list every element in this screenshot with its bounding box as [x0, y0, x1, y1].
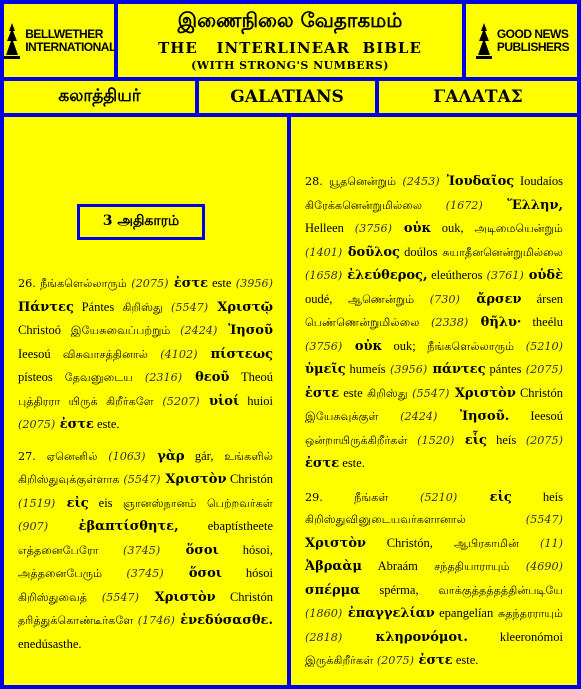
verse-token: Ἰουδαῖος: [439, 174, 515, 189]
verse-token: (5547): [412, 386, 450, 400]
verse-token: (2818): [305, 630, 343, 644]
verse-token: γὰρ: [145, 448, 185, 464]
verse-token: εἰς: [55, 495, 89, 511]
verse-token: பெற்றவர்கள்: [206, 496, 274, 510]
verse-token: ouk,: [431, 221, 464, 235]
verse-token: Pántes: [73, 299, 115, 314]
verse-token: oudé,: [305, 291, 333, 306]
verse-token: Ἰησοῦ: [217, 323, 273, 338]
verse-token: (1063): [108, 449, 146, 463]
verse-token: (5547): [170, 300, 209, 314]
verse-token: சுதந்தரராயும்: [493, 607, 563, 620]
verse-token: θεοῦ: [182, 370, 230, 385]
left-verses: [4, 272, 287, 656]
verse-token: ouk;: [382, 338, 416, 353]
verse-token: (1658): [305, 269, 343, 282]
verse-token: (2075): [131, 277, 169, 290]
verse-token: சந்ததியாராயும்: [417, 560, 526, 573]
verse-token: (1746): [137, 614, 175, 627]
verse-token: eleútheros: [427, 268, 483, 282]
left-text-column: [4, 117, 287, 685]
verse-token: கிறிஸ்து: [114, 300, 171, 314]
verse-token: Helleen: [305, 221, 344, 235]
verse-token: písteos: [18, 370, 53, 384]
verse-token: Ieesoú: [509, 409, 564, 423]
verse-token: este.: [93, 417, 120, 431]
verse-token: இயேசுவைப்பற்றும்: [61, 324, 181, 337]
verse-token: அத்தனைபேரும்: [18, 567, 127, 580]
verse-token: enedúsasthe.: [18, 636, 82, 651]
title-english: THE INTERLINEAR BIBLE: [158, 39, 422, 57]
verse-token: ὅσοι: [160, 542, 219, 558]
verse-token: ársen: [521, 291, 563, 306]
verse-token: வாக்குத்தத்தத்தின்படியே: [418, 583, 563, 597]
verse-token: ἐστε: [305, 385, 340, 401]
verse-token: தேவனுடைய: [52, 371, 145, 384]
verse-token: (907): [18, 520, 49, 533]
verse-token: ὑμεῖς: [305, 362, 346, 377]
verse-token: கிறிஸ்துவுக்குள்ளாக: [18, 473, 124, 486]
verse-token: Ieesoú: [18, 346, 51, 361]
verse-token: Abraám: [361, 559, 418, 573]
verse-token: gár,: [184, 448, 214, 463]
verse-26: [18, 272, 273, 437]
verse-token: θῆλυ·: [468, 315, 522, 330]
verse-token: hósoi,: [218, 542, 273, 557]
verse-token: (2424): [180, 324, 218, 337]
verse-token: Χριστὸν: [305, 535, 367, 551]
verse-token: கிறிஸ்துவினுடையவர்களானால்: [305, 513, 526, 526]
verse-token: Christoó: [18, 323, 62, 337]
verse-token: 26.: [18, 277, 41, 290]
verse-token: ஆபிரகாமின்: [432, 536, 541, 550]
verse-token: doúlos: [399, 244, 438, 259]
verse-token: (1672): [445, 198, 483, 212]
book-name-greek: ΓΑΛΑΤΑΣ: [379, 81, 577, 113]
verse-token: este: [208, 276, 232, 290]
chapter-label: 3 அதிகாரம்: [77, 204, 205, 240]
verse-token: Ioudaíos: [514, 174, 563, 188]
verse-token: Χριστὸν: [160, 472, 227, 487]
verse-token: அடிமையென்றும்: [463, 222, 563, 235]
verse-token: Christón: [226, 472, 273, 486]
verse-token: Theoú: [229, 370, 273, 384]
verse-token: huioi: [239, 393, 273, 408]
verse-token: epangelían: [434, 606, 494, 620]
verse-token: Ἀβραὰμ: [305, 559, 362, 574]
verse-token: ஆணென்றும்: [332, 292, 430, 306]
verse-token: (1860): [305, 607, 343, 620]
verse-token: ἐλεύθερος,: [342, 268, 428, 283]
verse-token: εἷς: [454, 432, 487, 448]
verse-token: hósoi: [222, 566, 274, 580]
verse-token: theélu: [521, 315, 563, 329]
verse-token: σπέρμα: [305, 582, 361, 598]
verse-token: kleeronómoi: [467, 629, 563, 644]
bellwether-logo: [2, 21, 116, 61]
left-logo-box: [4, 4, 114, 77]
verse-token: este.: [452, 653, 479, 667]
verse-token: ἐστε: [55, 417, 94, 432]
good-news-logo: [474, 21, 569, 61]
verse-token: 28. யூதனென்றும்: [305, 175, 403, 188]
verse-29: [305, 486, 563, 673]
verse-token: οὐδὲ: [523, 268, 563, 283]
verse-token: υἱοί: [199, 393, 240, 409]
verse-token: Πάντες: [18, 299, 74, 315]
verse-token: 29. நீங்கள்: [305, 490, 421, 504]
verse-token: (11): [540, 536, 564, 550]
verse-token: (1401): [305, 245, 343, 259]
verse-token: κληρονόμοι.: [342, 629, 468, 645]
verse-28: [305, 170, 563, 476]
bellwether-emblem-icon: [2, 21, 22, 61]
verse-token: ἐστε: [168, 276, 208, 291]
verse-token: (5547): [123, 473, 161, 486]
right-logo-line2: PUBLISHERS: [496, 39, 570, 54]
verse-token: (5210): [525, 339, 563, 353]
verse-token: (2075): [376, 654, 415, 667]
right-logo-box: [466, 4, 577, 77]
verse-token: உங்களில்: [213, 449, 273, 463]
verse-token: (3956): [385, 363, 428, 376]
verse-token: (5547): [525, 513, 563, 526]
book-name-english: GALATIANS: [199, 81, 375, 113]
verse-token: கிரேக்கனென்றுமில்லை: [305, 198, 446, 212]
right-logo-line1: GOOD NEWS: [496, 26, 569, 41]
verse-token: (3761): [482, 269, 524, 282]
verse-token: Χριστὸν: [138, 589, 216, 605]
verse-token: heís: [486, 432, 517, 447]
verse-token: ἐνεδύσασθε.: [174, 613, 273, 628]
verse-token: (2453): [402, 175, 440, 188]
verse-token: Christón: [215, 589, 273, 604]
verse-token: நீங்களெல்லாரும்: [40, 277, 132, 290]
verse-token: εἰς: [457, 489, 512, 505]
verse-token: (3745): [126, 567, 164, 580]
verse-token: (3745): [122, 543, 161, 557]
verse-token: (2075): [18, 418, 56, 431]
verse-token: este: [339, 385, 363, 400]
verse-27: [18, 445, 273, 657]
verse-token: spérma,: [360, 582, 419, 597]
verse-token: ἐστε: [414, 653, 453, 668]
verse-token: (2316): [144, 371, 183, 384]
verse-token: விசுவாசத்தினால்: [50, 347, 161, 361]
book-name-tamil: கலாத்தியர்: [4, 81, 195, 113]
verse-token: இருக்கிறீர்கள்: [305, 654, 377, 667]
verse-token: (2075): [521, 363, 564, 376]
verse-token: (2424): [400, 410, 438, 423]
verse-token: கிறிஸ்துவைத்: [18, 590, 102, 604]
verse-token: தரித்துக்கொண்டீர்களே: [18, 614, 138, 627]
verse-token: Ἕλλην,: [482, 197, 564, 213]
verse-token: eis: [88, 495, 113, 510]
verse-token: (3756): [305, 339, 343, 353]
verse-token: பெண்ணென்றுமில்லை: [305, 316, 432, 329]
verse-token: ebaptístheete: [178, 519, 273, 533]
verse-token: ἐπαγγελίαν: [342, 606, 435, 621]
verse-token: πάντες: [427, 362, 486, 377]
verse-token: எத்தனைபேரோ: [18, 543, 123, 557]
verse-token: οὐκ: [342, 338, 383, 354]
right-text-column: [291, 117, 577, 685]
verse-token: சுயாதீனனென்றுமில்லை: [437, 245, 563, 259]
left-logo-line2: INTERNATIONAL: [25, 39, 116, 54]
verse-token: 27. ஏனெனில்: [18, 449, 109, 463]
verse-token: ἐβαπτίσθητε,: [48, 519, 179, 534]
verse-token: (730): [429, 292, 460, 306]
verse-token: pántes: [485, 362, 522, 376]
verse-token: Christón,: [366, 535, 433, 550]
verse-token: οὐκ: [391, 221, 432, 236]
verse-token: (2338): [431, 316, 469, 329]
left-logo-line1: BELLWETHER: [25, 26, 103, 41]
good-news-emblem-icon: [474, 21, 494, 61]
verse-token: (4690): [525, 560, 563, 573]
verse-token: (4102): [160, 347, 198, 361]
verse-token: கிறீர்களே: [106, 394, 163, 408]
verse-token: ஞானஸ்நானம்: [112, 496, 207, 510]
verse-token: ஒன்றாயிருக்கிறீர்கள்: [305, 433, 418, 447]
verse-token: (5547): [101, 590, 139, 604]
verse-token: Χριστὸν: [449, 385, 516, 401]
verse-token: ἐστε: [305, 456, 340, 471]
verse-token: ἄρσεν: [459, 291, 522, 307]
verse-token: கிறிஸ்து: [362, 386, 413, 400]
verse-token: Ἰησοῦ.: [437, 409, 510, 424]
right-verses: [291, 170, 577, 673]
verse-token: este.: [339, 456, 365, 470]
verse-token: Χριστῷ: [208, 299, 273, 315]
title-tamil: இணைநிலை வேதாகமம்: [177, 8, 403, 32]
verse-token: (3756): [343, 222, 392, 235]
verse-token: (1519): [18, 496, 56, 510]
verse-token: (3956): [231, 277, 273, 290]
verse-token: ὅσοι: [163, 566, 223, 581]
title-box: [118, 4, 462, 77]
verse-token: (1520): [417, 433, 455, 447]
verse-token: (5210): [420, 490, 458, 504]
verse-token: இயேசுவுக்குள்: [305, 410, 401, 423]
verse-token: நீங்களெல்லாரும்: [415, 339, 526, 353]
verse-token: Christón: [515, 385, 564, 400]
verse-token: (5207): [162, 394, 200, 408]
verse-token: πίστεως: [197, 346, 273, 362]
verse-token: δοῦλος: [342, 244, 400, 260]
title-subtitle: (WITH STRONG'S NUMBERS): [191, 59, 389, 72]
verse-token: humeís: [345, 362, 386, 376]
verse-token: heís: [511, 489, 563, 504]
verse-token: புத்திரரா யிருக்: [18, 394, 107, 408]
verse-token: (2075): [516, 433, 564, 447]
